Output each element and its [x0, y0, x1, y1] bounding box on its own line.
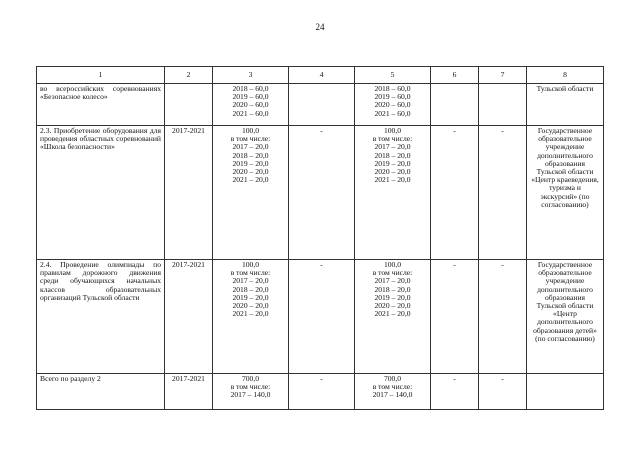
other-funding-cell: - — [479, 374, 527, 410]
header-cell: 1 — [37, 67, 165, 84]
funding-line: в том числе: — [372, 134, 413, 144]
other-funding-cell: - — [479, 126, 527, 260]
measure-cell: Всего по разделу 2 — [37, 374, 165, 410]
period-cell: 2017-2021 — [165, 374, 213, 410]
funding-line: в том числе: — [372, 382, 413, 392]
funding-line: 2019 – 20,0 — [232, 292, 269, 302]
funding-line: 2018 – 60,0 — [232, 84, 269, 93]
header-cell: 3 — [213, 67, 289, 84]
federal-funding-cell: - — [289, 374, 355, 410]
other-funding-cell: - — [479, 260, 527, 374]
local-funding-cell — [431, 84, 479, 126]
funding-line: 2021 – 20,0 — [374, 309, 411, 319]
local-funding-cell: - — [431, 260, 479, 374]
funding-line: 2017 – 140,0 — [230, 390, 271, 400]
funding-line: 2018 – 20,0 — [374, 284, 411, 294]
total-funding-cell — [213, 374, 289, 410]
funding-line: 2018 – 20,0 — [232, 150, 269, 160]
table-row — [37, 126, 604, 260]
funding-line: 2021 – 60,0 — [374, 108, 411, 118]
funding-line: 2020 – 20,0 — [374, 301, 411, 311]
total-funding-cell — [213, 260, 289, 374]
executor-cell: Государственное образовательное учреждение дополнительного образования Тульской области «Центр дополнительного образования детей» (по согласованию) — [527, 260, 604, 374]
table-row — [37, 374, 604, 410]
funding-line: 2017 – 20,0 — [232, 142, 269, 152]
measure-cell: во всероссийских соревнованиях «Безопасное колесо» — [37, 84, 165, 126]
funding-line: 2017 – 20,0 — [374, 276, 411, 286]
period-cell — [165, 84, 213, 126]
funding-line: в том числе: — [230, 134, 271, 144]
header-cell: 5 — [355, 67, 431, 84]
measure-cell: 2.4. Проведение олимпиады по правилам дорожного движения среди обучающихся начальных классов образовательных организаций Тульской области — [37, 260, 165, 374]
funding-line: 700,0 — [241, 374, 260, 383]
funding-line: 2018 – 60,0 — [374, 84, 411, 93]
funding-line: 100,0 — [383, 260, 402, 269]
federal-funding-cell: - — [289, 126, 355, 260]
header-row — [37, 67, 604, 84]
funding-line: 100,0 — [383, 126, 402, 135]
executor-cell: Тульской области — [527, 84, 604, 126]
other-funding-cell — [479, 84, 527, 126]
period-cell: 2017-2021 — [165, 260, 213, 374]
funding-line: 2021 – 60,0 — [232, 108, 269, 118]
funding-line: 2020 – 60,0 — [374, 100, 411, 110]
table-row — [37, 84, 604, 126]
measure-cell: 2.3. Приобретение оборудования для проведения областных соревнований «Школа безопасности» — [37, 126, 165, 260]
regional-funding-cell — [355, 374, 431, 410]
regional-funding-cell — [355, 260, 431, 374]
executor-cell: Государственное образовательное учреждение дополнительного образования Тульской области «Центр краеведения, туризма и экскурсий» (по согласованию) — [527, 126, 604, 260]
page-number: 24 — [315, 22, 325, 32]
regional-funding-cell — [355, 126, 431, 260]
funding-line: 100,0 — [241, 260, 260, 269]
funding-line: 2019 – 20,0 — [374, 292, 411, 302]
funding-line: 100,0 — [241, 126, 260, 135]
funding-line: 2017 – 20,0 — [374, 142, 411, 152]
funding-line: в том числе: — [230, 382, 271, 392]
federal-funding-cell — [289, 84, 355, 126]
funding-line: 2018 – 20,0 — [232, 284, 269, 294]
funding-line: 2018 – 20,0 — [374, 150, 411, 160]
funding-line: 2021 – 20,0 — [232, 175, 269, 185]
table-row — [37, 260, 604, 374]
header-cell: 4 — [289, 67, 355, 84]
funding-line: 2019 – 60,0 — [374, 92, 411, 102]
period-cell: 2017-2021 — [165, 126, 213, 260]
funding-line: 2021 – 20,0 — [232, 309, 269, 319]
funding-line: 2020 – 20,0 — [232, 301, 269, 311]
total-funding-cell — [213, 84, 289, 126]
header-cell: 8 — [527, 67, 604, 84]
header-cell: 7 — [479, 67, 527, 84]
header-cell: 2 — [165, 67, 213, 84]
funding-line: 2021 – 20,0 — [374, 175, 411, 185]
program-table — [36, 66, 604, 410]
funding-line: 2019 – 20,0 — [232, 158, 269, 168]
funding-line: 2017 – 140,0 — [372, 390, 413, 400]
funding-line: в том числе: — [372, 268, 413, 278]
executor-cell — [527, 374, 604, 410]
funding-line: 2020 – 20,0 — [232, 167, 269, 177]
funding-line: 2019 – 20,0 — [374, 158, 411, 168]
federal-funding-cell: - — [289, 260, 355, 374]
funding-line: 2019 – 60,0 — [232, 92, 269, 102]
funding-line: в том числе: — [230, 268, 271, 278]
total-funding-cell — [213, 126, 289, 260]
local-funding-cell: - — [431, 374, 479, 410]
funding-line: 2020 – 60,0 — [232, 100, 269, 110]
funding-line: 2017 – 20,0 — [232, 276, 269, 286]
funding-line: 700,0 — [383, 374, 402, 383]
funding-line: 2020 – 20,0 — [374, 167, 411, 177]
header-cell: 6 — [431, 67, 479, 84]
regional-funding-cell — [355, 84, 431, 126]
local-funding-cell: - — [431, 126, 479, 260]
